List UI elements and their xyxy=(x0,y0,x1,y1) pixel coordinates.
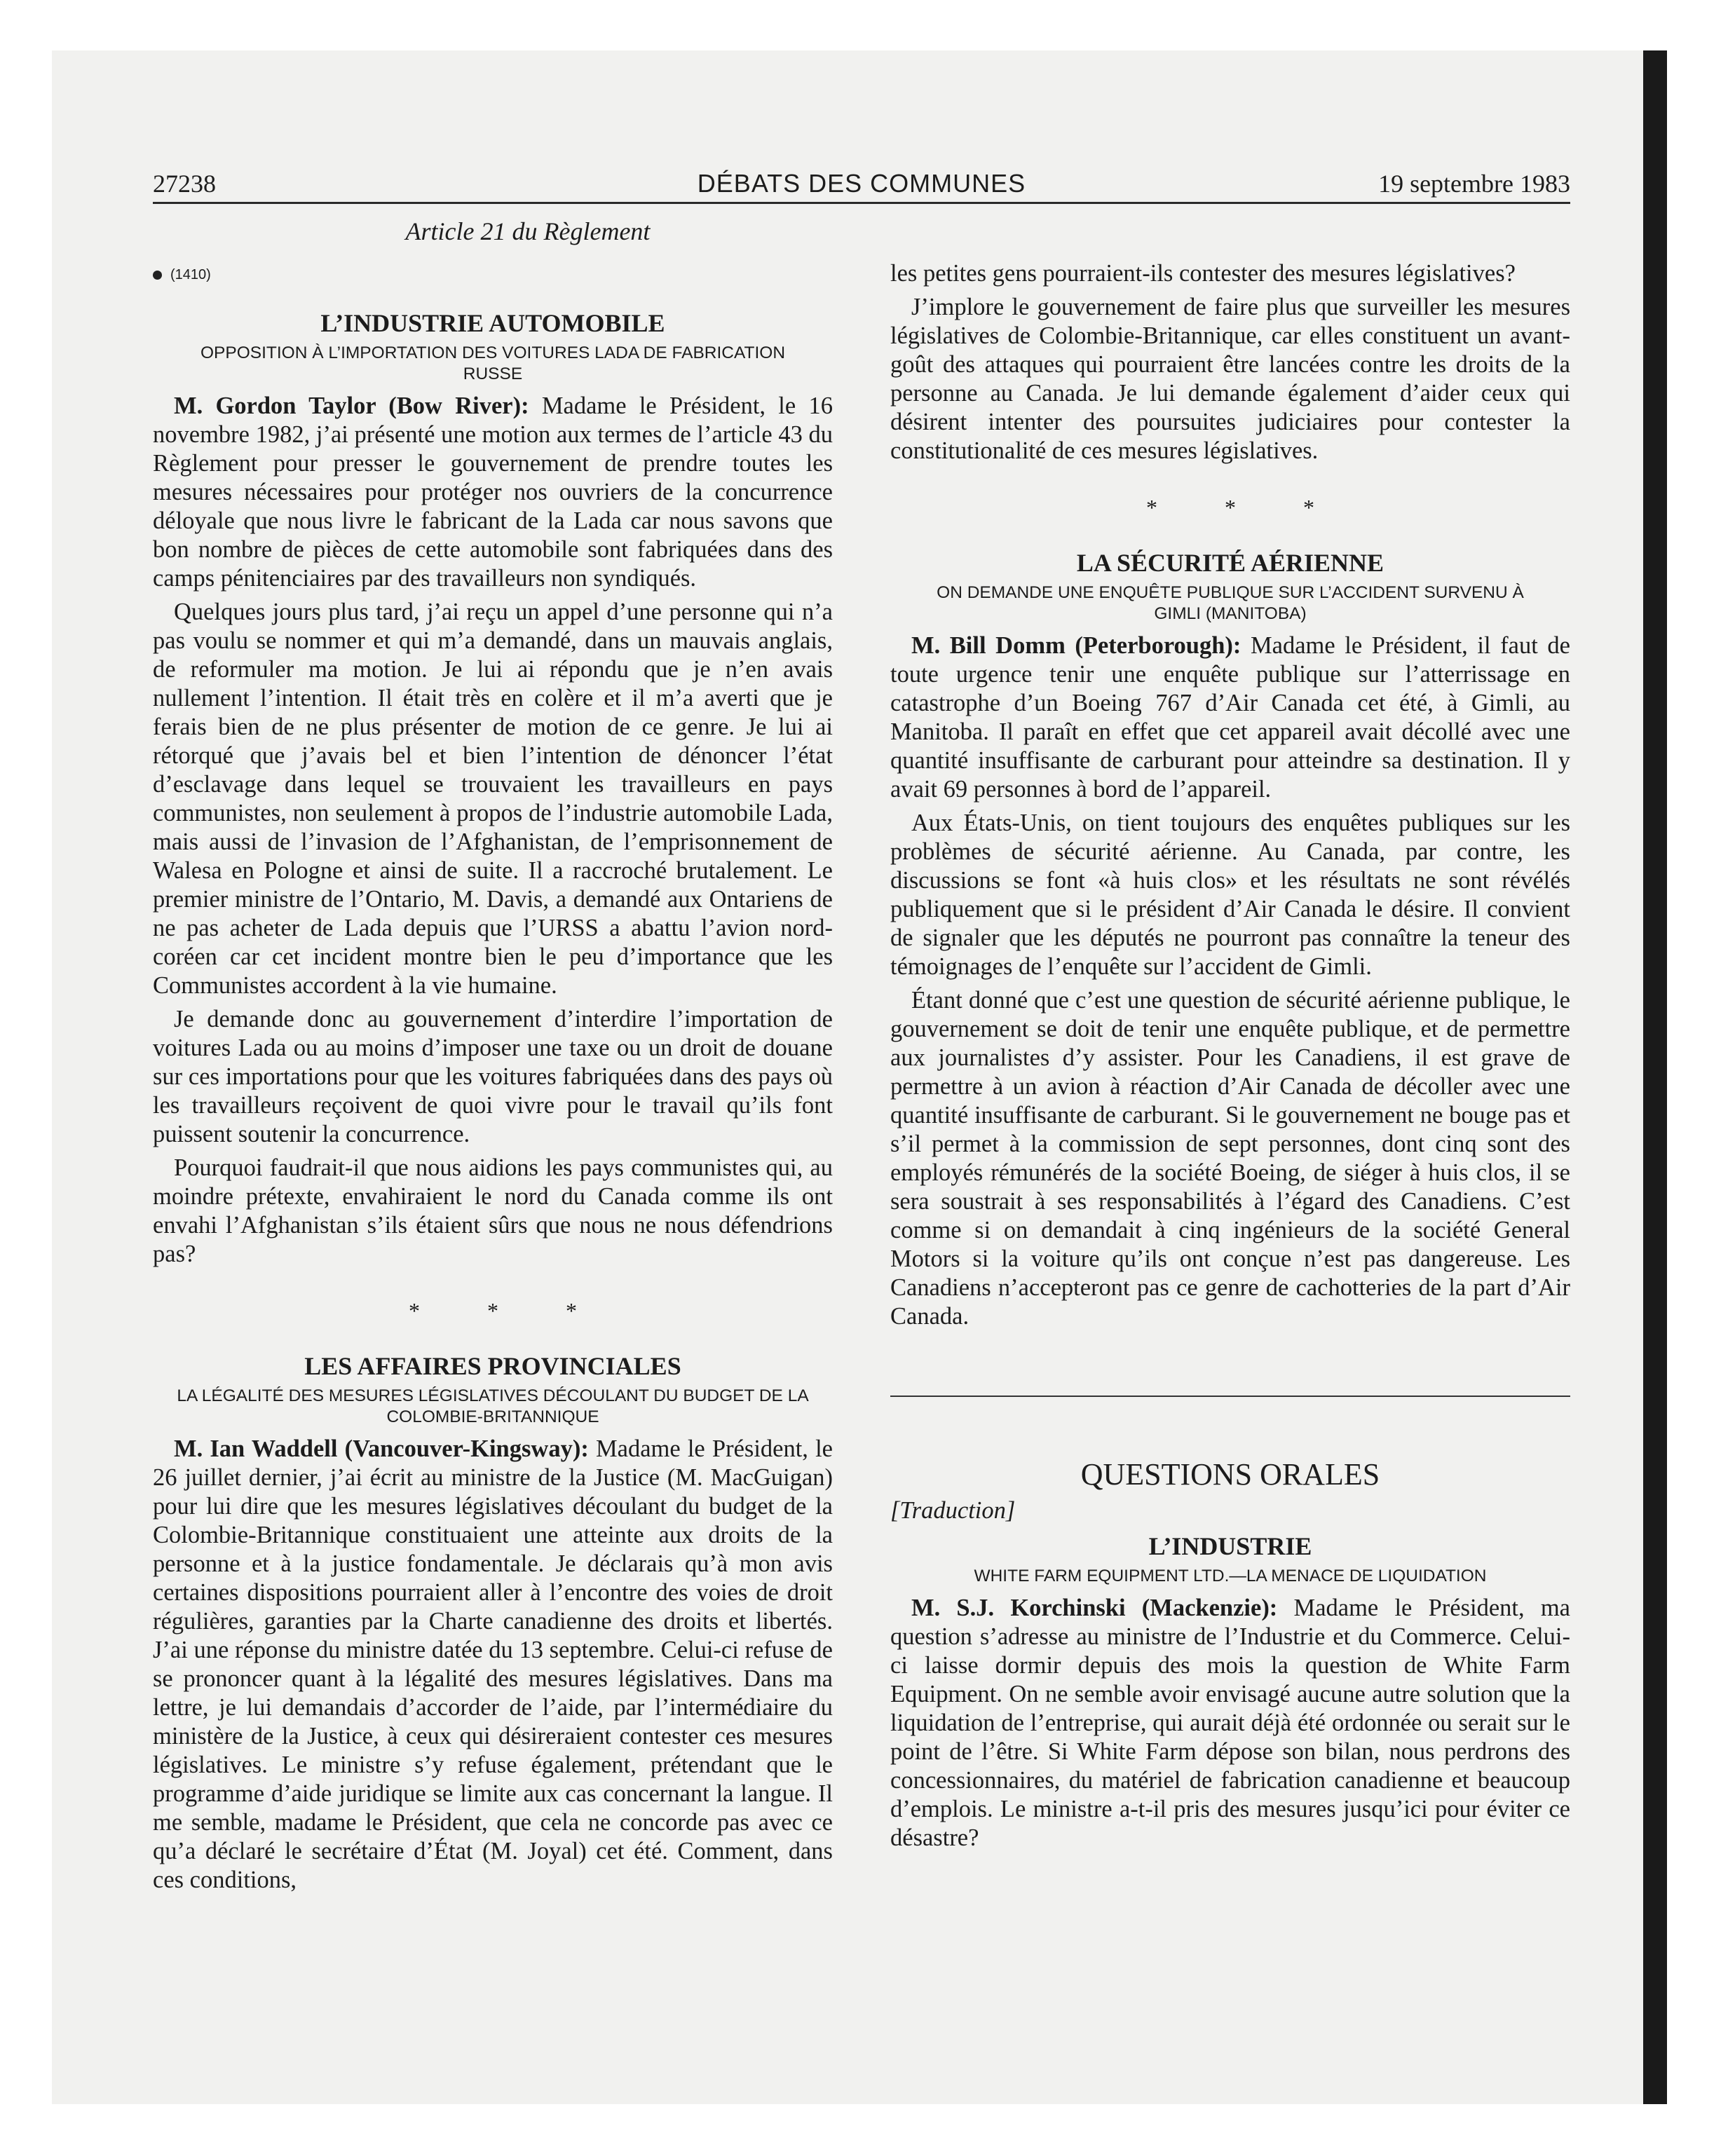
standing-order-label: Article 21 du Règlement xyxy=(405,217,651,245)
paragraph: Pourquoi faudrait-il que nous aidions les pays communistes qui, au moindre prétexte, envahiraient le nord du Canada comme ils ont envahi l’Afghanistan s’ils étaient sûrs que nous ne nous défendrions pas? xyxy=(153,1154,833,1267)
section-separator: * * * xyxy=(409,1298,608,1323)
paragraph: Quelques jours plus tard, j’ai reçu un appel d’une personne qui n’a pas voulu se nommer et qui m’a demandé, dans un mauvais anglais, de reformuler ma motion. Je lui ai répondu que je n’en avais nullement l’intention. Il était très en colère et il m’a averti que je ferais bien de ne plus présenter de motion de ce genre. Je lui ai rétorqué que j’avais bel et bien l’intention de dénoncer l’état d’esclavage dans lequel se trouvaient les travailleurs en pays communistes, non seulement à propos de l’industrie automobile Lada, mais aussi de l’invasion de l’Afghanistan, de l’emprisonnement de Walesa en Pologne et ainsi de suite. Il a raccroché brutalement. Le premier ministre de l’Ontario, M. Davis, a demandé aux Ontariens de ne pas acheter de Lada depuis que l’URSS a abattu l’avion nord-coréen car cet incident montre bien le peu d’importance que les Communistes accordent à la vie humaine. xyxy=(153,599,833,999)
translation-note: [Traduction] xyxy=(890,1497,1016,1524)
section-heading: L’INDUSTRIE AUTOMOBILE xyxy=(320,309,665,337)
paragraph: J’implore le gouvernement de faire plus que surveiller les mesures législatives de Colombie-Britannique, car elles constituent un avant-goût des attaques qui pourraient être lancées contre les droits de la personne au Canada. Je lui demande également d’aider ceux qui désirent intenter des poursuites judiciaires pour contester la constitutionalité de ces mesures législatives. xyxy=(890,294,1570,464)
page-number: 27238 xyxy=(153,170,216,198)
time-stamp xyxy=(153,261,833,289)
right-column xyxy=(890,259,1570,1853)
section-subheading: LA LÉGALITÉ DES MESURES LÉGISLATIVES DÉCOULANT DU BUDGET DE LA COLOMBIE-BRITANNIQUE xyxy=(177,1386,809,1426)
speaker-name: M. Ian Waddell (Vancouver-Kingsway): xyxy=(174,1435,589,1462)
section-separator: * * * xyxy=(1146,495,1345,520)
bullet-icon xyxy=(153,271,162,280)
section-divider xyxy=(890,1396,1570,1397)
speaker-name: M. Bill Domm (Peterborough): xyxy=(911,632,1241,659)
section-heading: LA SÉCURITÉ AÉRIENNE xyxy=(1076,549,1384,577)
oral-questions-title: QUESTIONS ORALES xyxy=(1080,1457,1380,1492)
paragraph: Aux États-Unis, on tient toujours des enquêtes publiques sur les problèmes de sécurité aérienne. Au Canada, par contre, les discussions se font «à huis clos» et les résultats ne sont révélés publiquement que si le président d’Air Canada le désire. Il convient de signaler que les députés ne pourront pas connaître la teneur des témoignages de l’enquête sur l’accident de Gimli. xyxy=(890,810,1570,980)
section-subheading: ON DEMANDE UNE ENQUÊTE PUBLIQUE SUR L’ACCIDENT SURVENU À GIMLI (MANITOBA) xyxy=(937,583,1524,623)
section-subheading: OPPOSITION À L’IMPORTATION DES VOITURES LADA DE FABRICATION RUSSE xyxy=(200,343,786,383)
paragraph: M. S.J. Korchinski (Mackenzie): Madame le Président, ma question s’adresse au ministre de l’Industrie et du Commerce. Celui-ci laisse dormir depuis des mois la question de White Farm Equipment. On ne semble avoir envisagé aucune autre solution que la liquidation de l’entreprise, qui aurait déjà été ordonnée ou serait sur le point de l’être. Si White Farm dépose son bilan, nous perdrons des concessionnaires, du matériel de fabrication canadienne et beaucoup d’emplois. Le ministre a-t-il pris des mesures jusqu’ici pour éviter ce désastre? xyxy=(890,1595,1570,1851)
paragraph: les petites gens pourraient-ils contester des mesures législatives? xyxy=(890,260,1516,287)
speaker-name: M. S.J. Korchinski (Mackenzie): xyxy=(911,1595,1278,1621)
paragraph: Étant donné que c’est une question de sécurité aérienne publique, le gouvernement se doit de tenir une enquête publique, et de permettre aux journalistes d’y assister. Pour les Canadiens, il est grave de permettre à un avion à réaction d’Air Canada de décoller avec une quantité insuffisante de carburant. Si le gouvernement ne bouge pas et s’il permet à la commission de sept personnes, dont cinq sont des employés rémunérés de la société Boeing, de siéger à huis clos, il se sera soustrait à ses responsabilités à l’égard des Canadiens. C’est comme si on demandait à cinq ingénieurs de la société General Motors si la voiture qu’ils ont conçue n’est pas dangereuse. Les Canadiens n’accepteront pas ce genre de cachotteries de la part d’Air Canada. xyxy=(890,987,1570,1330)
left-column xyxy=(153,216,833,1895)
section-heading: LES AFFAIRES PROVINCIALES xyxy=(304,1352,681,1380)
section-subheading: WHITE FARM EQUIPMENT LTD.—LA MENACE DE LIQUIDATION xyxy=(974,1567,1487,1585)
publication-title: DÉBATS DES COMMUNES xyxy=(697,169,1026,198)
paragraph: Je demande donc au gouvernement d’interdire l’importation de voitures Lada ou au moins d’imposer une taxe ou un droit de douane sur ces importations pour que les voitures fabriquées dans des pays où les travailleurs reçoivent de quoi vivre pour le travail qu’ils font puissent soutenir la concurrence. xyxy=(153,1006,833,1147)
paragraph: M. Gordon Taylor (Bow River): Madame le Président, le 16 novembre 1982, j’ai présenté une motion aux termes de l’article 43 du Règlement pour presser le gouvernement de prendre toutes les mesures nécessaires pour protéger nos ouvriers de la concurrence déloyale que nous livre le fabricant de la Lada car nous savons que bon nombre de pièces de cette automobile sont fabriquées dans des camps pénitenciaires par des travailleurs non syndiqués. xyxy=(153,393,833,592)
paragraph: M. Ian Waddell (Vancouver-Kingsway): Madame le Président, le 26 juillet dernier, j’ai écrit au ministre de la Justice (M. MacGuigan) pour lui dire que les mesures législatives découlant du budget de la Colombie-Britannique constituaient une atteinte aux droits de la personne et à la justice fondamentale. Je déclarais qu’à mon avis certaines dispositions pourraient aller à l’encontre des voies de droit régulières, garanties par la Charte canadienne des droits et libertés. J’ai une réponse du ministre datée du 13 septembre. Celui-ci refuse de se prononcer quant à la légalité des mesures législatives. Dans ma lettre, je lui demandais d’accorder de l’aide, par l’intermédiaire du ministère de la Justice, à ceux qui désireraient contester ces mesures législatives. Le ministre s’y refuse également, prétendant que le programme d’aide juridique se limite aux cas concernant la langue. Il me semble, madame le Président, que cela ne concorde pas avec ce qu’a déclaré le secrétaire d’État (M. Joyal) cet été. Comment, dans ces conditions, xyxy=(153,1435,833,1893)
scan-edge-shadow xyxy=(1643,50,1667,2104)
issue-date: 19 septembre 1983 xyxy=(1378,170,1570,198)
running-header xyxy=(153,168,1570,204)
speaker-name: M. Gordon Taylor (Bow River): xyxy=(174,393,529,419)
document-page xyxy=(153,0,1572,2156)
time-stamp-text: (1410) xyxy=(170,267,211,282)
section-heading: L’INDUSTRIE xyxy=(1148,1532,1312,1560)
paragraph: M. Bill Domm (Peterborough): Madame le Président, il faut de toute urgence tenir une enquête publique sur l’atterrissage en catastrophe d’un Boeing 767 d’Air Canada cet été, à Gimli, au Manitoba. Il paraît en effet que cet appareil avait décollé avec une quantité insuffisante de carburant pour atteindre sa destination. Il y avait 69 personnes à bord de l’appareil. xyxy=(890,632,1570,803)
